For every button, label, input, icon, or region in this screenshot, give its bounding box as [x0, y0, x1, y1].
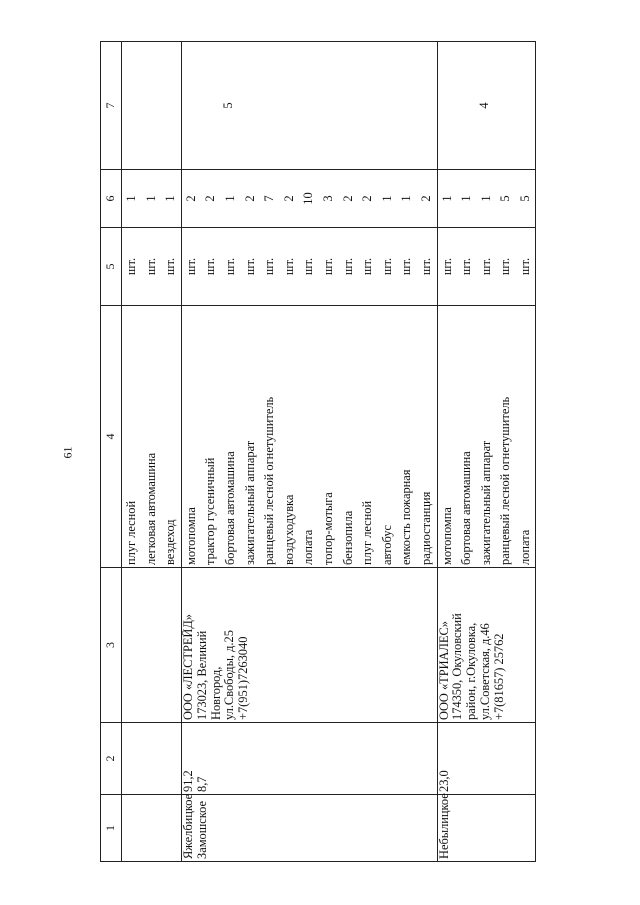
list-item: воздуходувка [281, 494, 296, 565]
list-item: 2 [418, 195, 433, 202]
col7-value: 4 [437, 42, 536, 170]
quantity-list [181, 170, 437, 228]
table-row-triales [437, 42, 536, 862]
list-item: бортовая автомашина [459, 451, 474, 565]
forestry-name [181, 795, 437, 862]
list-item: 1 [459, 195, 474, 202]
organization-cell [181, 568, 437, 723]
address-line: ул.Советская, д.46 [478, 623, 493, 720]
list-item: вездеход [163, 519, 178, 565]
list-item: шт. [203, 257, 218, 276]
rotated-table-sheet [100, 42, 538, 862]
list-item: бортовая автомашина [222, 451, 237, 565]
list-item: шт. [281, 257, 296, 276]
list-item: шт. [163, 257, 178, 276]
list-item: шт. [439, 257, 454, 276]
quantity-list [437, 170, 536, 228]
area-value-2: 8,7 [194, 776, 209, 792]
page-number: 61 [60, 446, 75, 459]
list-item: 1 [143, 195, 158, 202]
area-value-1: 91,2 [180, 770, 195, 792]
list-item: 2 [203, 195, 218, 202]
address-line: ул.Свободы, д.25 [222, 630, 237, 720]
list-item: шт. [478, 257, 493, 276]
list-item: 1 [478, 195, 493, 202]
list-item: емкость пожарная [399, 469, 414, 565]
list-item: шт. [242, 257, 257, 276]
phone-line: +7(81657) 25762 [492, 633, 507, 720]
unit-list [122, 228, 182, 306]
header-row [101, 42, 122, 862]
list-item: бензопила [340, 510, 355, 565]
list-item: шт. [222, 257, 237, 276]
list-item: шт. [340, 257, 355, 276]
header-col-2: 2 [101, 723, 122, 795]
header-col-3: 3 [101, 568, 122, 723]
list-item: 10 [301, 192, 316, 205]
list-item: ранцевый лесной огнетушитель [498, 396, 513, 565]
list-item: шт. [517, 257, 532, 276]
list-item: лопата [301, 529, 316, 565]
forestry-name-2: Замошское [194, 800, 209, 859]
forestry-name-1: Яжелбицкое [180, 793, 195, 859]
address-line: 174350, Окуловский [450, 613, 465, 720]
list-item: лопата [517, 529, 532, 565]
list-item: 2 [242, 195, 257, 202]
list-item: автобус [379, 524, 394, 565]
area-value [181, 723, 437, 795]
list-item: 1 [379, 195, 394, 202]
address-line: Новгород, [208, 666, 223, 720]
unit-list [181, 228, 437, 306]
list-item: трактор гусеничный [203, 457, 218, 565]
list-item: шт. [301, 257, 316, 276]
list-item: 5 [517, 195, 532, 202]
list-item: 1 [439, 195, 454, 202]
equipment-list [181, 306, 437, 568]
list-item: шт. [498, 257, 513, 276]
list-item: зажигательный аппарат [242, 440, 257, 565]
header-col-5: 5 [101, 228, 122, 306]
list-item: шт. [379, 257, 394, 276]
list-item: плуг лесной [124, 500, 138, 565]
list-item: 7 [262, 195, 277, 202]
list-item: 2 [183, 195, 198, 202]
table-row-continuation [122, 42, 182, 862]
list-item: шт. [320, 257, 335, 276]
list-item: 1 [399, 195, 414, 202]
equipment-list [437, 306, 536, 568]
list-item: шт. [418, 257, 433, 276]
address-line: район, г.Окуловка, [464, 622, 479, 720]
header-col-4: 4 [101, 306, 122, 568]
list-item: шт. [399, 257, 414, 276]
list-item: 3 [320, 195, 335, 202]
list-item: 2 [340, 195, 355, 202]
list-item: легковая автомашина [143, 452, 158, 565]
organization-name: ООО «ТРИАЛЕС» [436, 621, 451, 720]
list-item: шт. [459, 257, 474, 276]
table-row-lestreid [181, 42, 437, 862]
list-item: зажигательный аппарат [478, 440, 493, 565]
list-item: ранцевый лесной огнетушитель [262, 396, 277, 565]
list-item: шт. [143, 257, 158, 276]
list-item: мотопомпа [439, 507, 454, 565]
header-col-1: 1 [101, 795, 122, 862]
equipment-list [122, 306, 182, 568]
organization-cell [437, 568, 536, 723]
address-line: 173023, Великий [194, 630, 209, 720]
list-item: шт. [183, 257, 198, 276]
unit-list [437, 228, 536, 306]
header-col-6: 6 [101, 170, 122, 228]
list-item: шт. [360, 257, 375, 276]
list-item: 2 [360, 195, 375, 202]
list-item: радиостанция [418, 491, 433, 565]
forestry-name: Небылицкое [437, 795, 536, 862]
list-item: 5 [498, 195, 513, 202]
area-value: 23,0 [437, 723, 536, 795]
list-item: 1 [222, 195, 237, 202]
list-item: мотопомпа [183, 507, 198, 565]
quantity-list [122, 170, 182, 228]
list-item: топор-мотыга [320, 492, 335, 565]
col7-value: 5 [181, 42, 437, 170]
header-col-7: 7 [101, 42, 122, 170]
resources-table [100, 41, 536, 862]
phone-line: +7(951)7263040 [236, 636, 251, 720]
list-item: плуг лесной [360, 500, 375, 565]
list-item: 2 [281, 195, 296, 202]
organization-name: ООО «ЛЕСТРЕЙД» [180, 614, 195, 720]
list-item: 1 [124, 195, 138, 202]
list-item: 1 [163, 195, 178, 202]
list-item: шт. [124, 257, 138, 276]
list-item: шт. [262, 257, 277, 276]
